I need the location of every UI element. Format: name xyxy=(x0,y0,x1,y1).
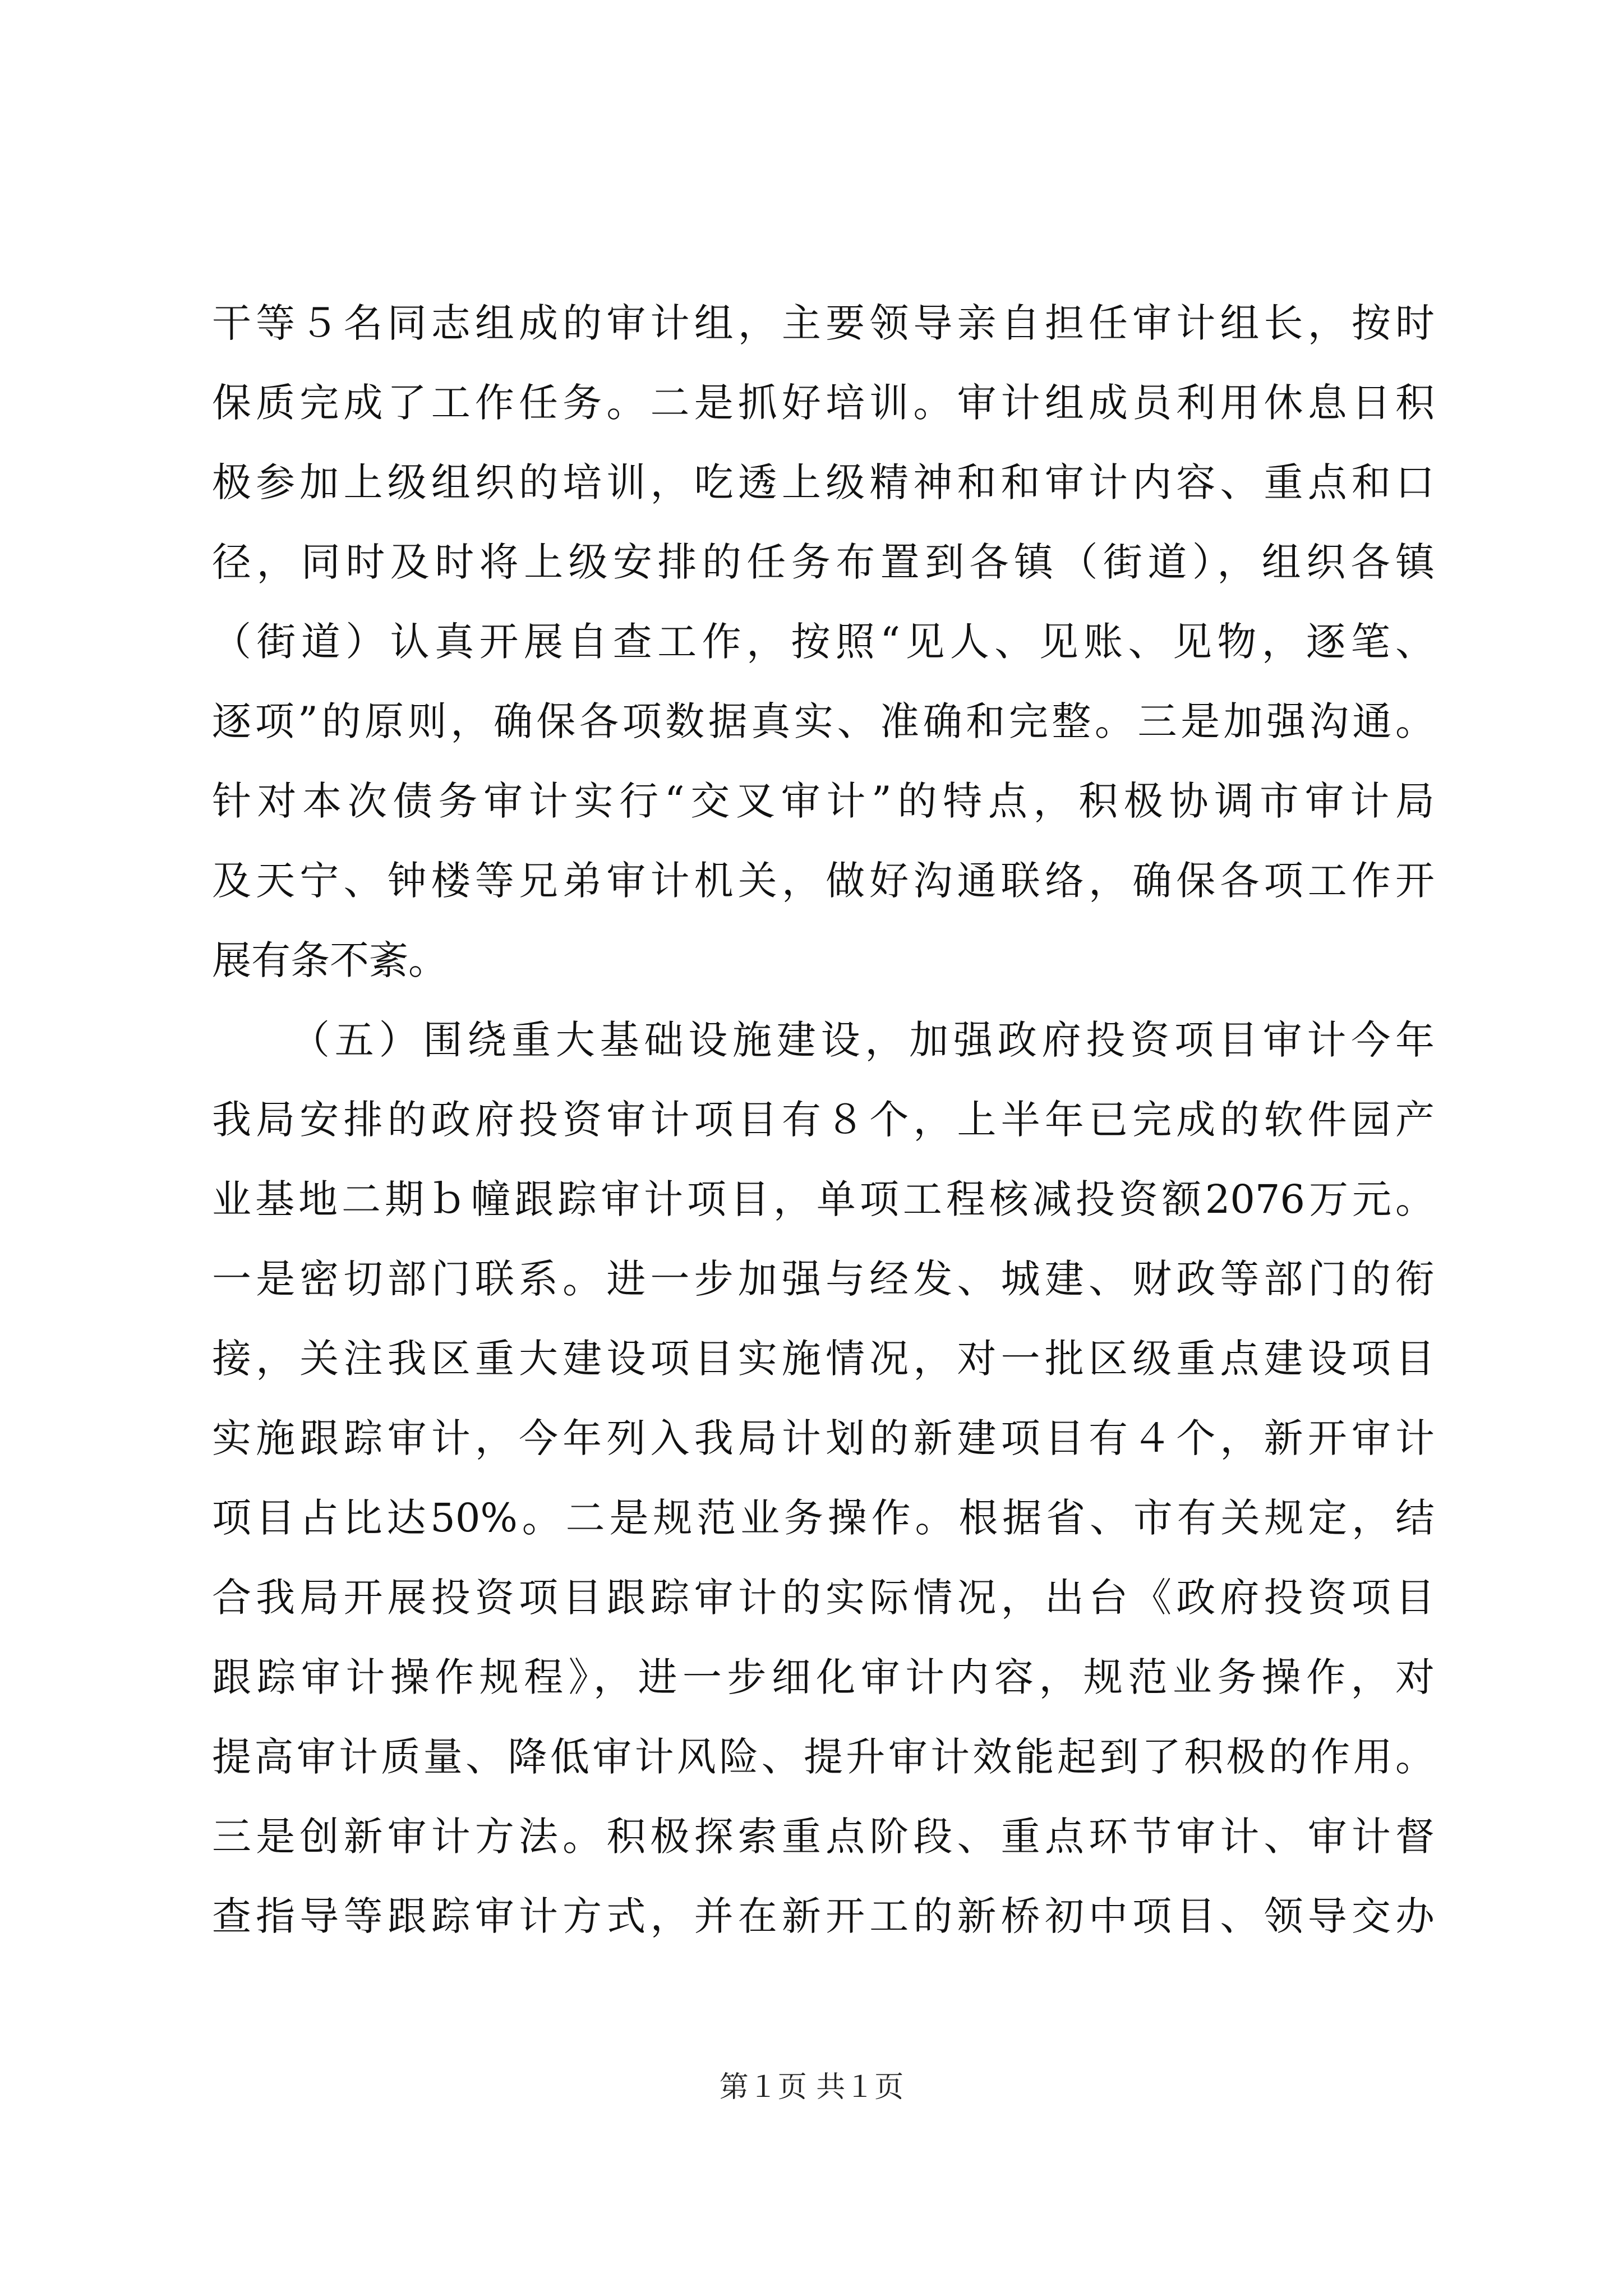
text-line: 我局安排的政府投资审计项目有８个，上半年已完成的软件园产 xyxy=(212,1097,1435,1143)
text-line: （五）围绕重大基础设施建设，加强政府投资项目审计今年 xyxy=(291,1017,1435,1063)
text-line: 三是创新审计方法。积极探索重点阶段、重点环节审计、审计督 xyxy=(212,1814,1435,1860)
text-line: 提高审计质量、降低审计风险、提升审计效能起到了积极的作用。 xyxy=(212,1734,1435,1780)
text-line: 业基地二期ｂ幢跟踪审计项目，单项工程核减投资额2076万元。 xyxy=(212,1176,1435,1222)
text-line: 跟踪审计操作规程》，进一步细化审计内容，规范业务操作，对 xyxy=(212,1654,1435,1700)
paragraph-2 xyxy=(212,1000,1435,1956)
text-line: 合我局开展投资项目跟踪审计的实际情况，出台《政府投资项目 xyxy=(212,1575,1435,1621)
text-line: 及天宁、钟楼等兄弟审计机关，做好沟通联络，确保各项工作开 xyxy=(212,858,1435,904)
text-line: 展有条不紊。 xyxy=(212,937,448,983)
page-number-footer: 第１页 共１页 xyxy=(719,2070,904,2104)
text-line: 逐项”的原则，确保各项数据真实、准确和完整。三是加强沟通。 xyxy=(212,698,1435,744)
document-body xyxy=(212,283,1435,1956)
text-line: 查指导等跟踪审计方式，并在新开工的新桥初中项目、领导交办 xyxy=(212,1893,1435,1939)
paragraph-1 xyxy=(212,283,1435,1000)
text-line: 径，同时及时将上级安排的任务布置到各镇（街道），组织各镇 xyxy=(212,539,1435,585)
text-line: 接，关注我区重大建设项目实施情况，对一批区级重点建设项目 xyxy=(212,1336,1435,1382)
text-line: 针对本次债务审计实行“交叉审计”的特点，积极协调市审计局 xyxy=(212,778,1435,824)
text-line: 干等５名同志组成的审计组，主要领导亲自担任审计组长，按时 xyxy=(212,300,1435,346)
text-line: 实施跟踪审计，今年列入我局计划的新建项目有４个，新开审计 xyxy=(212,1415,1435,1461)
text-line: 项目占比达50%。二是规范业务操作。根据省、市有关规定，结 xyxy=(212,1495,1435,1541)
text-line: （街道）认真开展自查工作，按照“见人、见账、见物，逐笔、 xyxy=(212,619,1435,665)
text-line: 保质完成了工作任务。二是抓好培训。审计组成员利用休息日积 xyxy=(212,380,1435,426)
text-line: 极参加上级组织的培训，吃透上级精神和和审计内容、重点和口 xyxy=(212,459,1435,505)
text-line: 一是密切部门联系。进一步加强与经发、城建、财政等部门的衔 xyxy=(212,1256,1435,1302)
